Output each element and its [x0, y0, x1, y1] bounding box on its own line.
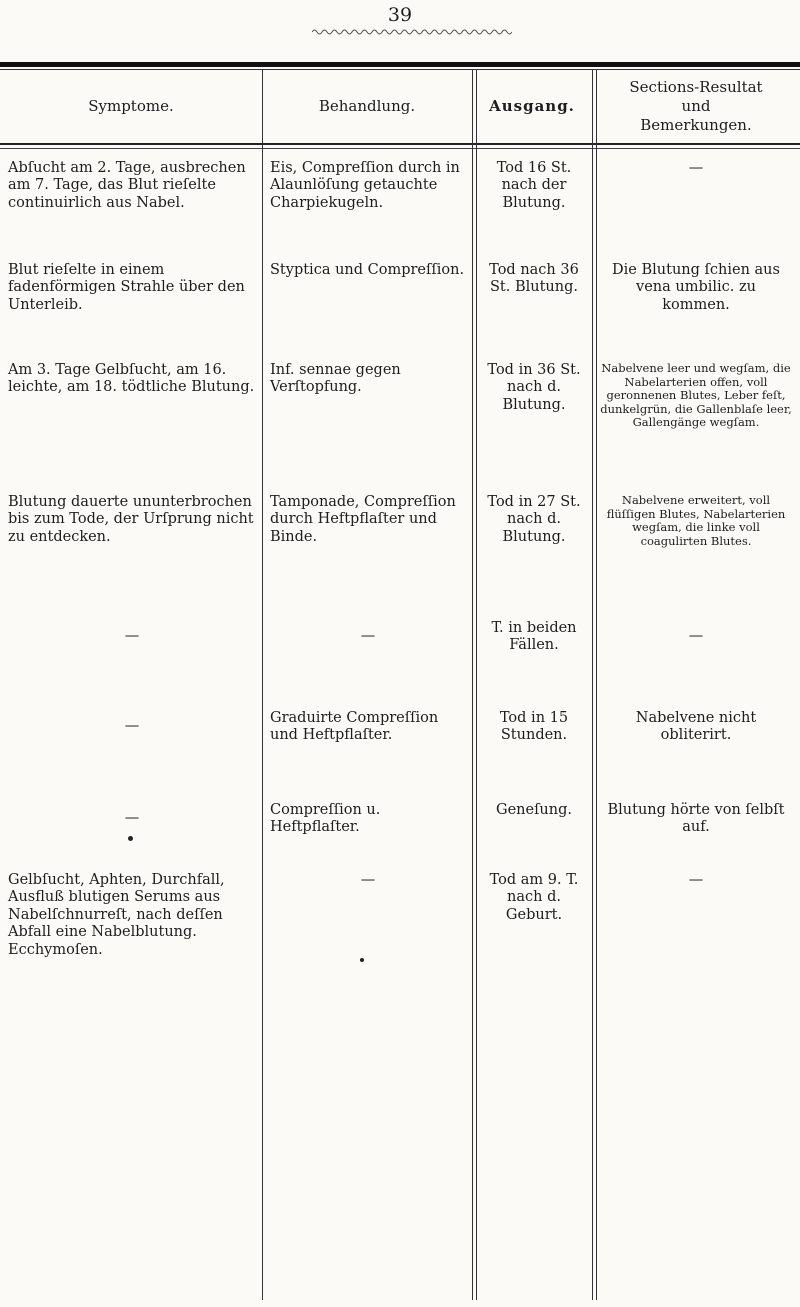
table-row-2-sections: Die Blutung ſchien aus vena umbilic. zu kommen. [612, 262, 780, 313]
header-bottom-rule-thin [0, 148, 800, 149]
table-row-1-ausgang: Tod 16 St. nach der Blutung. [496, 160, 572, 211]
table-row-5-symptome: — [124, 628, 140, 644]
table-row-1-sections: — [688, 160, 704, 176]
column-divider [472, 70, 473, 1300]
page-number: 39 [387, 4, 413, 26]
column-divider [262, 70, 263, 1300]
table-row-7-symptome: — [124, 810, 140, 826]
ink-speck [360, 958, 364, 962]
header-sections-line3: Bemerkungen. [640, 115, 752, 134]
table-row-6-symptome: — [124, 718, 140, 734]
table-row-8-sections: — [688, 872, 704, 888]
table-row-2-ausgang: Tod nach 36 St. Blutung. [489, 262, 579, 296]
table-row-6-sections: Nabelvene nicht obliterirt. [635, 710, 757, 744]
table-row-1-behandlung: Eis, Compreſſion durch in Alaunlöſung getauchte Charpiekugeln. [270, 160, 460, 211]
table-row-4-symptome: Blutung dauerte ununterbrochen bis zum Tode, der Urſprung nicht zu entdecken. [8, 494, 254, 545]
table-row-3-sections: Nabelvene leer und wegſam, die Nabelarterien offen, voll geronnenen Blutes, Leber feſt, dunkelgrün, die Gallenblaſe leer, Gallengänge wegſam. [600, 361, 792, 430]
column-divider [592, 70, 593, 1300]
header-ausgang: Ausgang. [489, 97, 575, 116]
table-top-rule [0, 62, 800, 67]
table-row-7-behandlung: Compreſſion u. Heftpflaſter. [270, 802, 381, 836]
table-row-8-ausgang: Tod am 9. T. nach d. Geburt. [489, 872, 579, 923]
header-sections-line2: und [681, 97, 711, 116]
table-row-3-behandlung: Inf. sennae gegen Verſtopfung. [270, 362, 401, 396]
table-row-3-ausgang: Tod in 36 St. nach d. Blutung. [487, 362, 581, 413]
header-symptome: Symptome. [88, 97, 174, 116]
table-row-4-sections: Nabelvene erweitert, voll flüſſigen Blutes, Nabelarterien wegſam, die linke voll coagulirten Blutes. [606, 493, 786, 548]
table-row-4-ausgang: Tod in 27 St. nach d. Blutung. [487, 494, 581, 545]
header-sections-line1: Sections-Resultat [629, 78, 763, 97]
ornament-rule [312, 28, 512, 36]
table-row-2-behandlung: Styptica und Compreſſion. [270, 262, 465, 278]
table-row-7-ausgang: Geneſung. [495, 802, 573, 818]
table-row-8-behandlung: — [360, 872, 376, 888]
header-bottom-rule [0, 143, 800, 145]
table-row-6-ausgang: Tod in 15 Stunden. [499, 710, 569, 744]
table-row-8-symptome: Gelbſucht, Aphten, Durchfall, Ausfluß blutigen Serums aus Nabelſchnurreſt, nach deſſen Abfall eine Nabelblutung. Ecchymoſen. [8, 872, 225, 958]
table-row-6-behandlung: Graduirte Compreſſion und Heftpflaſter. [270, 710, 439, 744]
table-row-1-symptome: Abſucht am 2. Tage, ausbrechen am 7. Tage, das Blut rieſelte continuirlich aus Nabel. [8, 160, 246, 211]
column-divider [596, 70, 597, 1300]
header-sections [592, 70, 800, 143]
ink-speck [128, 836, 133, 841]
header-behandlung: Behandlung. [318, 97, 416, 116]
table-row-5-sections: — [688, 628, 704, 644]
table-row-4-behandlung: Tamponade, Compreſſion durch Heftpflaſter und Binde. [270, 494, 456, 545]
table-row-7-sections: Blutung hörte von ſelbſt auf. [607, 802, 785, 836]
table-row-2-symptome: Blut rieſelte in einem fadenförmigen Strahle über den Unterleib. [8, 262, 245, 313]
column-divider [476, 70, 477, 1300]
table-row-5-ausgang: T. in beiden Fällen. [491, 620, 577, 654]
table-row-5-behandlung: — [360, 628, 376, 644]
table-row-3-symptome: Am 3. Tage Gelbſucht, am 16. leichte, am 18. tödtliche Blutung. [8, 362, 255, 396]
